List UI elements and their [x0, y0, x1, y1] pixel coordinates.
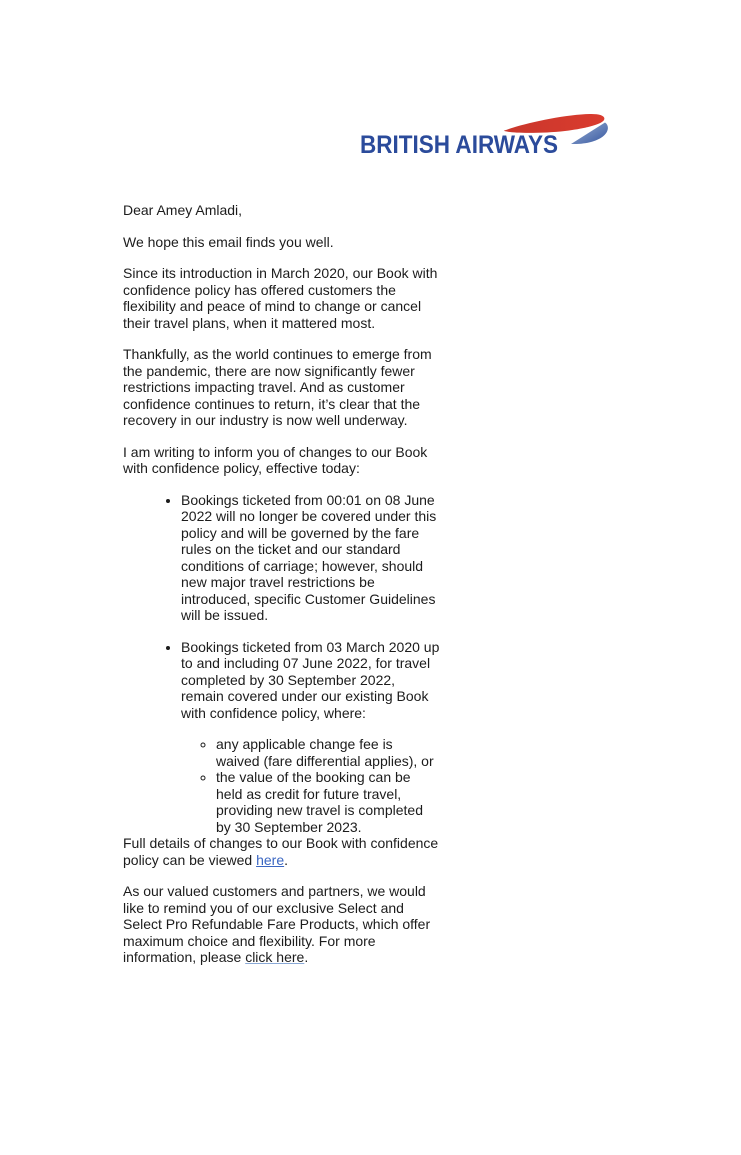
full-details-period: . [284, 851, 288, 868]
recovery-paragraph: Thankfully, as the world continues to emerge from the pandemic, there are now significantly fewer restrictions impacting travel. And as customer confidence continues to return, it’s clear that the recovery in our industry is now well underway. [123, 346, 432, 428]
closing-period: . [304, 949, 309, 965]
list-item-existing-bookings [181, 639, 440, 836]
policy-paragraph: Since its introduction in March 2020, our Book with confidence policy has offered customers the flexibility and peace of mind to change or cancel their travel plans, when it mattered most. [123, 265, 438, 331]
email-body [123, 202, 440, 966]
existing-policy-sublist [181, 736, 440, 835]
email-page [0, 106, 741, 966]
greeting: Dear Amey Amladi, [123, 202, 243, 218]
policy-changes-list [123, 492, 440, 836]
click-here-link[interactable]: click here [245, 949, 305, 965]
list-item-new-bookings: • Bookings ticketed from 00:01 on 08 June 2022 will no longer be covered under this policy and will be governed by the fare rules on the ticket and our standard conditions of carriage; however, should new major travel restrictions be introduced, specific Customer Guidelines will be issued. [181, 492, 440, 624]
full-details-paragraph [123, 835, 440, 868]
sub-item-change-fee: ◦ any applicable change fee is waived (fare differential applies), or [216, 736, 440, 769]
logo-wordmark: BRITISH AIRWAYS [360, 131, 558, 158]
existing-bookings-text: Bookings ticketed from 03 March 2020 up to and including 07 June 2022, for travel completed by 30 September 2022, remain covered under our existing Book with confidence policy, where: [181, 638, 440, 721]
closing-text: As our valued customers and partners, we would like to remind you of our exclusive Select and Select Pro Refundable Fare Products, which offer maximum choice and flexibility. For more information, please [123, 883, 431, 965]
sub-item-credit: ◦ the value of the booking can be held as credit for future travel, providing new travel is completed by 30 September 2023. [216, 769, 440, 835]
closing-paragraph [123, 883, 440, 966]
intro-paragraph: We hope this email finds you well. [123, 233, 334, 250]
here-link[interactable]: here [256, 851, 285, 868]
full-details-text: Full details of changes to our Book with confidence policy can be viewed [123, 835, 439, 868]
changes-paragraph: I am writing to inform you of changes to our Book with confidence policy, effective today: [123, 443, 428, 476]
british-airways-logo [360, 106, 610, 158]
